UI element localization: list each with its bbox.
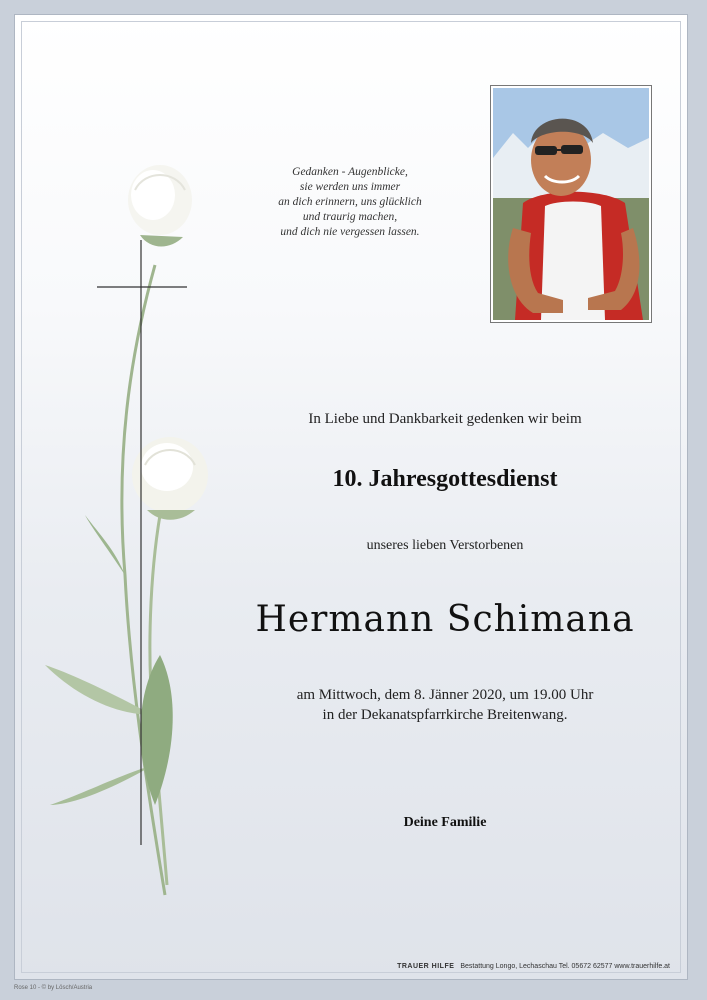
poem-line: und traurig machen, — [302, 211, 398, 223]
poem-line: Gedanken - Augenblicke, — [292, 166, 408, 178]
poem-line: sie werden uns immer — [299, 181, 401, 193]
portrait-photo — [490, 85, 652, 323]
poem-line: und dich nie vergessen lassen. — [280, 226, 420, 238]
deceased-name: Hermann Schimana — [255, 599, 635, 640]
poem-line: an dich erinnern, uns glücklich — [278, 196, 422, 208]
footer — [210, 963, 670, 970]
memorial-poem — [265, 165, 435, 240]
place-line: in der Dekanatspfarrkirche Breitenwang. — [322, 707, 568, 723]
memorial-card — [14, 14, 688, 980]
signature: Deine Familie — [403, 815, 487, 830]
footer-brand: TRAUER HILFE — [397, 963, 455, 970]
service-details — [215, 685, 675, 725]
footer-contact: Bestattung Longo, Lechaschau Tel. 05672 62577 www.trauerhilfe.at — [460, 963, 670, 970]
subtitle-line: unseres lieben Verstorbenen — [366, 538, 524, 553]
date-line: am Mittwoch, dem 8. Jänner 2020, um 19.00 Uhr — [296, 687, 594, 703]
intro-line: In Liebe und Dankbarkeit gedenken wir beim — [308, 411, 582, 427]
service-title: 10. Jahresgottesdienst — [332, 466, 558, 492]
lower-rose — [132, 437, 208, 520]
rose-cross-illustration — [35, 155, 235, 915]
upper-rose — [128, 165, 192, 247]
copyright-note: Rose 10 - © by Lösch/Austria — [14, 985, 93, 991]
